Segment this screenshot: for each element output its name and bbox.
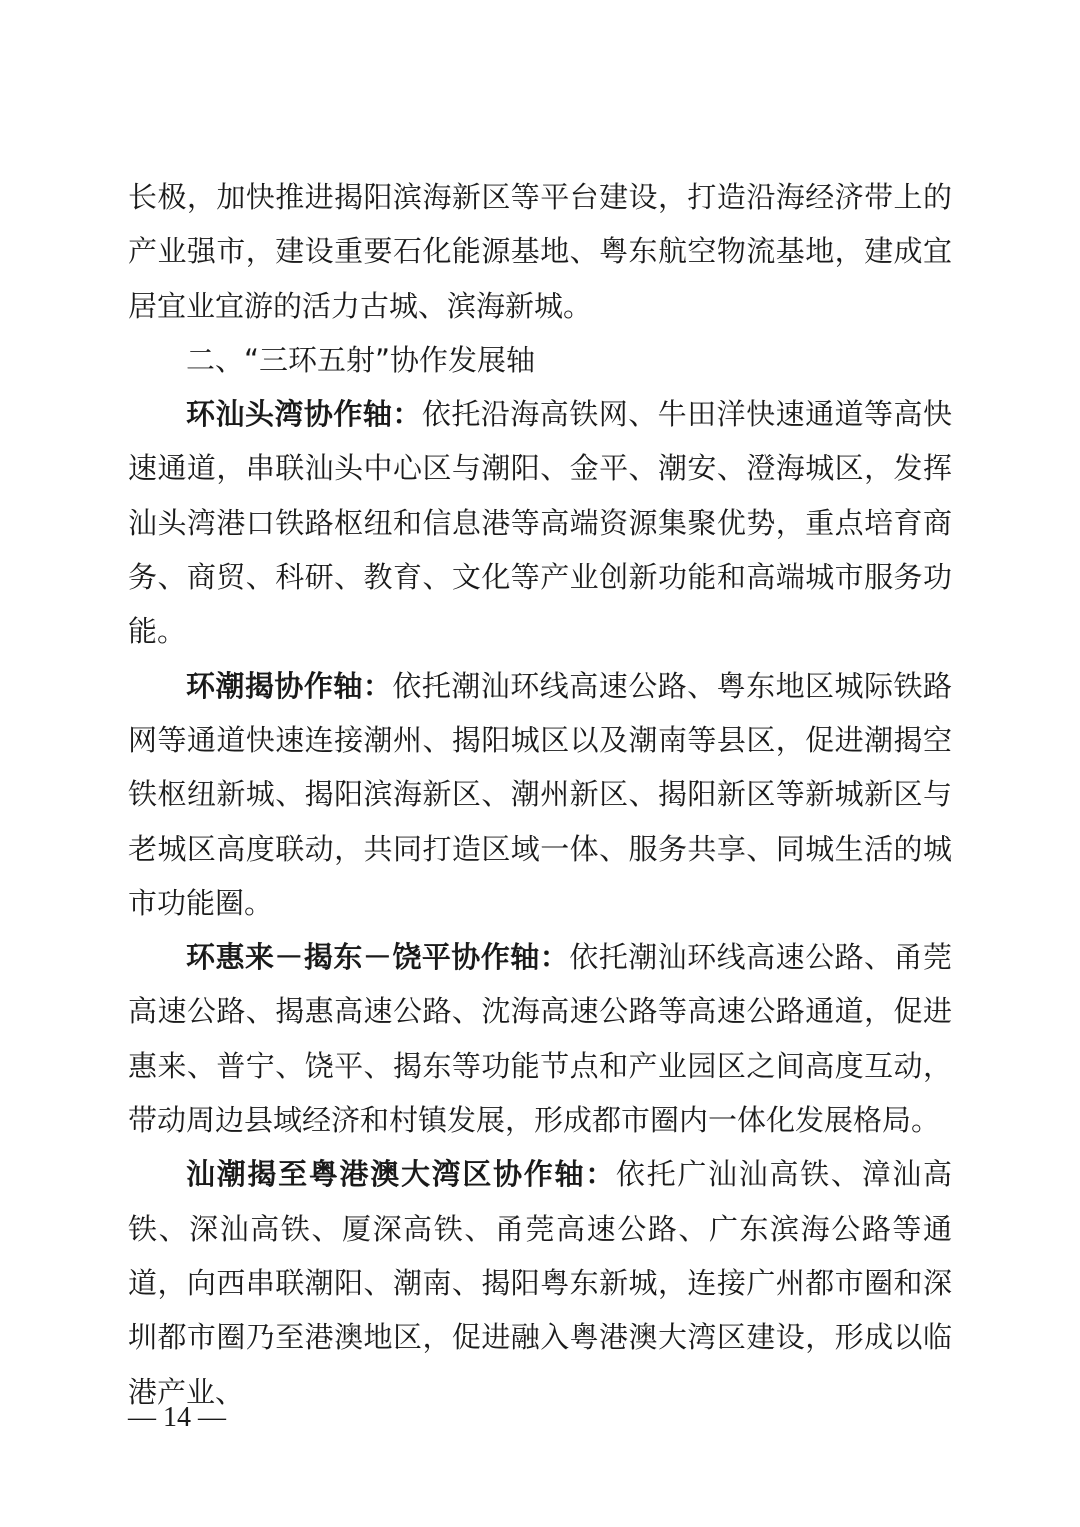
axis-text: 依托潮汕环线高速公路、粤东地区城际铁路网等通道快速连接潮州、揭阳城区以及潮南等县区，促进潮揭空铁枢纽新城、揭阳滨海新区、潮州新区、揭阳新区等新城新区与老城区高度联动，共同打造区域一体、服务共享、同城生活的城市功能圈。: [128, 668, 952, 920]
axis-paragraph-4: [128, 1147, 952, 1418]
axis-title: 汕潮揭至粤港澳大湾区协作轴：: [186, 1157, 616, 1192]
axis-text: 依托广汕汕高铁、漳汕高铁、深汕高铁、厦深高铁、甬莞高速公路、广东滨海公路等通道，向西串联潮阳、潮南、揭阳粤东新城，连接广州都市圈和深圳都市圈乃至港澳地区，促进融入粤港澳大湾区建设，形成以临港产业、: [128, 1157, 952, 1409]
axis-text: 依托潮汕环线高速公路、甬莞高速公路、揭惠高速公路、沈海高速公路等高速公路通道，促进惠来、普宁、饶平、揭东等功能节点和产业园区之间高度互动，带动周边县域经济和村镇发展，形成都市圈内一体化发展格局。: [128, 940, 952, 1138]
page-number: — 14 —: [128, 1402, 226, 1433]
axis-paragraph-1: [128, 387, 952, 658]
axis-paragraph-3: [128, 930, 952, 1147]
axis-title: 环潮揭协作轴：: [186, 668, 393, 703]
axis-paragraph-2: [128, 659, 952, 930]
document-body: [128, 170, 952, 1419]
axis-title: 环汕头湾协作轴：: [186, 397, 422, 432]
paragraph-text: 长极，加快推进揭阳滨海新区等平台建设，打造沿海经济带上的产业强市，建设重要石化能源基地、粤东航空物流基地，建成宜居宜业宜游的活力古城、滨海新城。: [128, 180, 952, 323]
axis-title: 环惠来－揭东－饶平协作轴：: [186, 940, 570, 975]
axis-text: 依托沿海高铁网、牛田洋快速通道等高快速通道，串联汕头中心区与潮阳、金平、潮安、澄海城区，发挥汕头湾港口铁路枢纽和信息港等高端资源集聚优势，重点培育商务、商贸、科研、教育、文化等产业创新功能和高端城市服务功能。: [128, 397, 952, 649]
section-heading: 二、“三环五射”协作发展轴: [186, 342, 536, 377]
paragraph-continuation: [128, 170, 952, 333]
